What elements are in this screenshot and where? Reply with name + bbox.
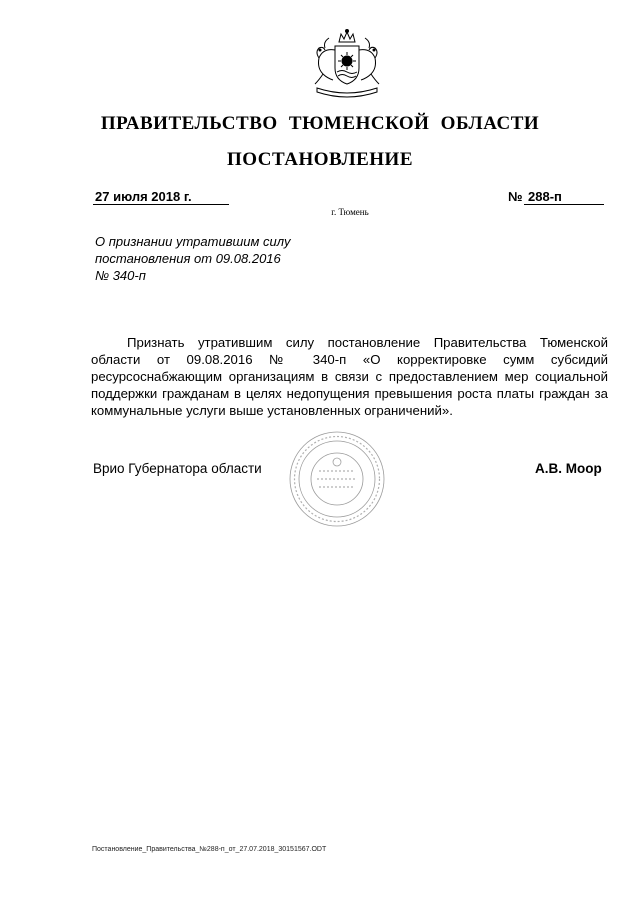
document-type-title: ПОСТАНОВЛЕНИЕ — [226, 149, 414, 170]
subject-line: № 340-п — [95, 268, 146, 283]
signatory-title: Врио Губернатора области — [93, 461, 262, 476]
footer-filename: Постановление_Правительства_№288-п_от_27.07.2018_30151567.ODT — [92, 846, 327, 853]
subject-line: постановления от 09.08.2016 — [95, 251, 281, 266]
document-subject — [95, 233, 325, 284]
number-sign: № — [508, 189, 523, 204]
document-number: 288-п — [528, 189, 562, 204]
official-round-seal-icon — [287, 429, 387, 529]
organization-title: ПРАВИТЕЛЬСТВО ТЮМЕНСКОЙ ОБЛАСТИ — [100, 113, 540, 134]
number-underline — [524, 204, 604, 205]
signatory-name: А.В. Моор — [535, 461, 602, 476]
document-body — [91, 334, 608, 419]
date-underline — [93, 204, 229, 205]
subject-line: О признании утратившим силу — [95, 234, 291, 249]
city-label: г. Тюмень — [331, 207, 369, 217]
document-date: 27 июля 2018 г. — [95, 189, 192, 204]
body-paragraph: Признать утратившим силу постановление Правительства Тюменской области от 09.08.2016 № 340-п «О корректировке сумм субсидий ресурсоснабжающим организациям в связи с предоставлением мер социальной поддержки гражданам в целях недопущения превышения роста платы граждан за коммунальные услуги выше установленных ограничений». — [91, 335, 608, 418]
tyumen-region-coat-of-arms-icon — [305, 28, 389, 100]
